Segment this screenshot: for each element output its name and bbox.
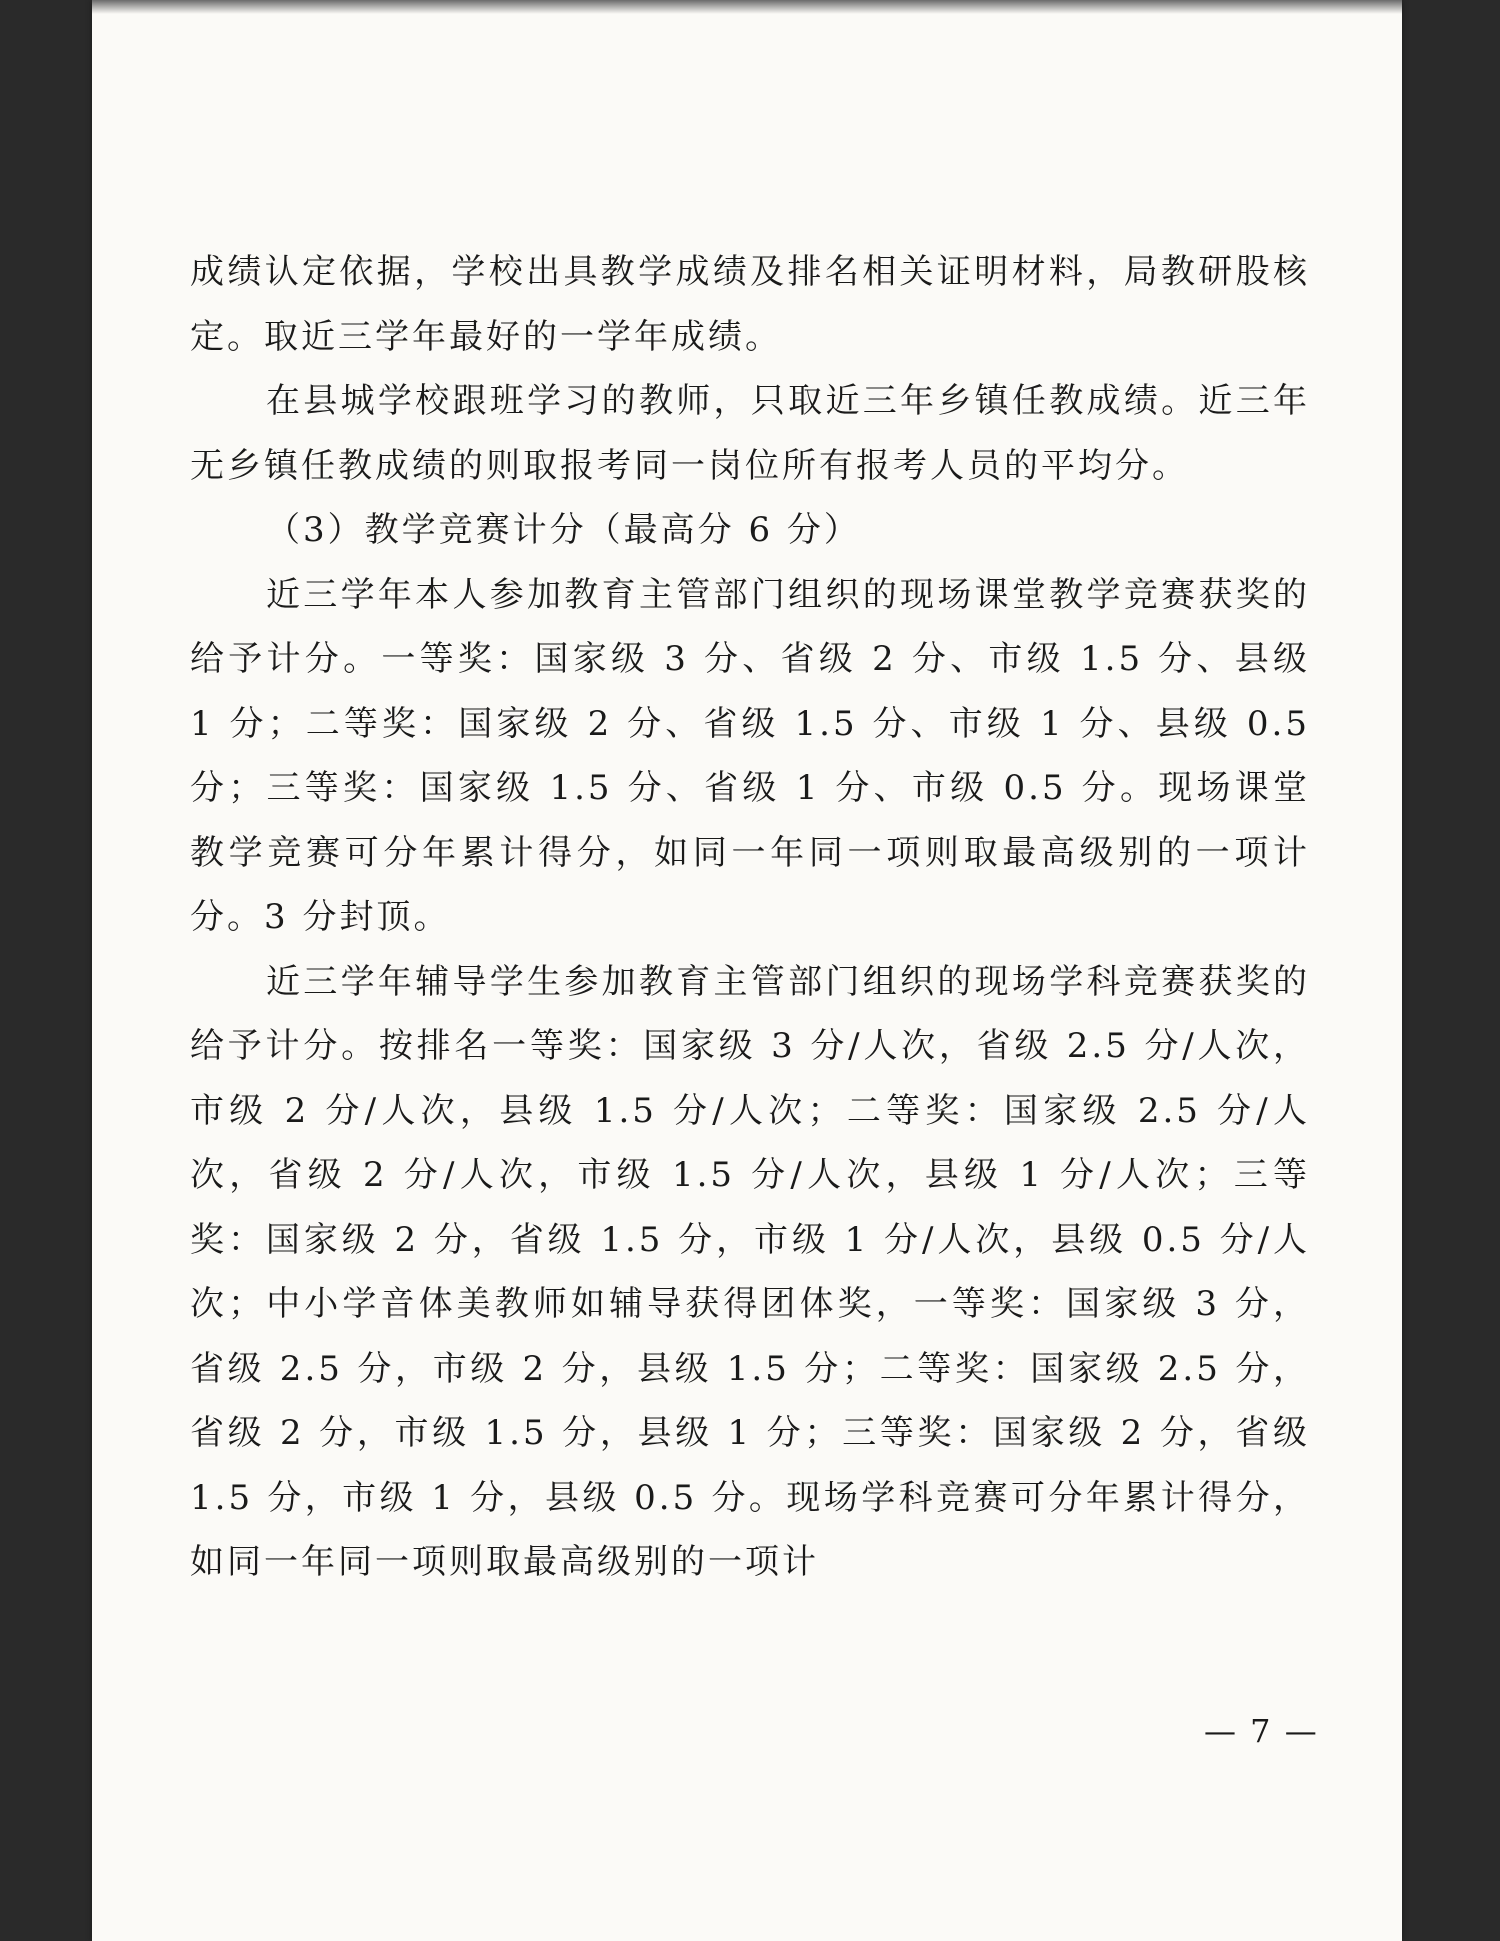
paragraph-classroom-competition: 近三学年本人参加教育主管部门组织的现场课堂教学竞赛获奖的给予计分。一等奖：国家级 3 分、省级 2 分、市级 1.5 分、县级 1 分；二等奖：国家级 2 分、省级 1.5 分、市级 1 分、县级 0.5 分；三等奖：国家级 1.5 分、省级 1 分、市级 0.5 分。现场课堂教学竞赛可分年累计得分，如同一年同一项则取最高级别的一项计分。3 分封顶。 <box>190 574 1310 937</box>
document-body <box>190 240 1310 1595</box>
section-heading-teaching-competition: （3）教学竞赛计分（最高分 6 分） <box>266 510 861 550</box>
document-page <box>92 0 1402 1941</box>
paragraph-county-teachers: 在县城学校跟班学习的教师，只取近三年乡镇任教成绩。近三年无乡镇任教成绩的则取报考同一岗位所有报考人员的平均分。 <box>190 381 1310 486</box>
page-number: — 7 — <box>1204 1712 1319 1750</box>
paragraph-score-basis: 成绩认定依据，学校出具教学成绩及排名相关证明材料，局教研股核定。取近三学年最好的一学年成绩。 <box>190 252 1310 357</box>
paragraph-student-competition: 近三学年辅导学生参加教育主管部门组织的现场学科竞赛获奖的给予计分。按排名一等奖：国家级 3 分/人次，省级 2.5 分/人次，市级 2 分/人次，县级 1.5 分/人次；二等奖：国家级 2.5 分/人次，省级 2 分/人次，市级 1.5 分/人次，县级 1 分/人次；三等奖：国家级 2 分，省级 1.5 分，市级 1 分/人次，县级 0.5 分/人次；中小学音体美教师如辅导获得团体奖，一等奖：国家级 3 分，省级 2.5 分，市级 2 分，县级 1.5 分；二等奖：国家级 2.5 分，省级 2 分，市级 1.5 分，县级 1 分；三等奖：国家级 2 分，省级 1.5 分，市级 1 分，县级 0.5 分。现场学科竞赛可分年累计得分，如同一年同一项则取最高级别的一项计 <box>190 961 1310 1582</box>
